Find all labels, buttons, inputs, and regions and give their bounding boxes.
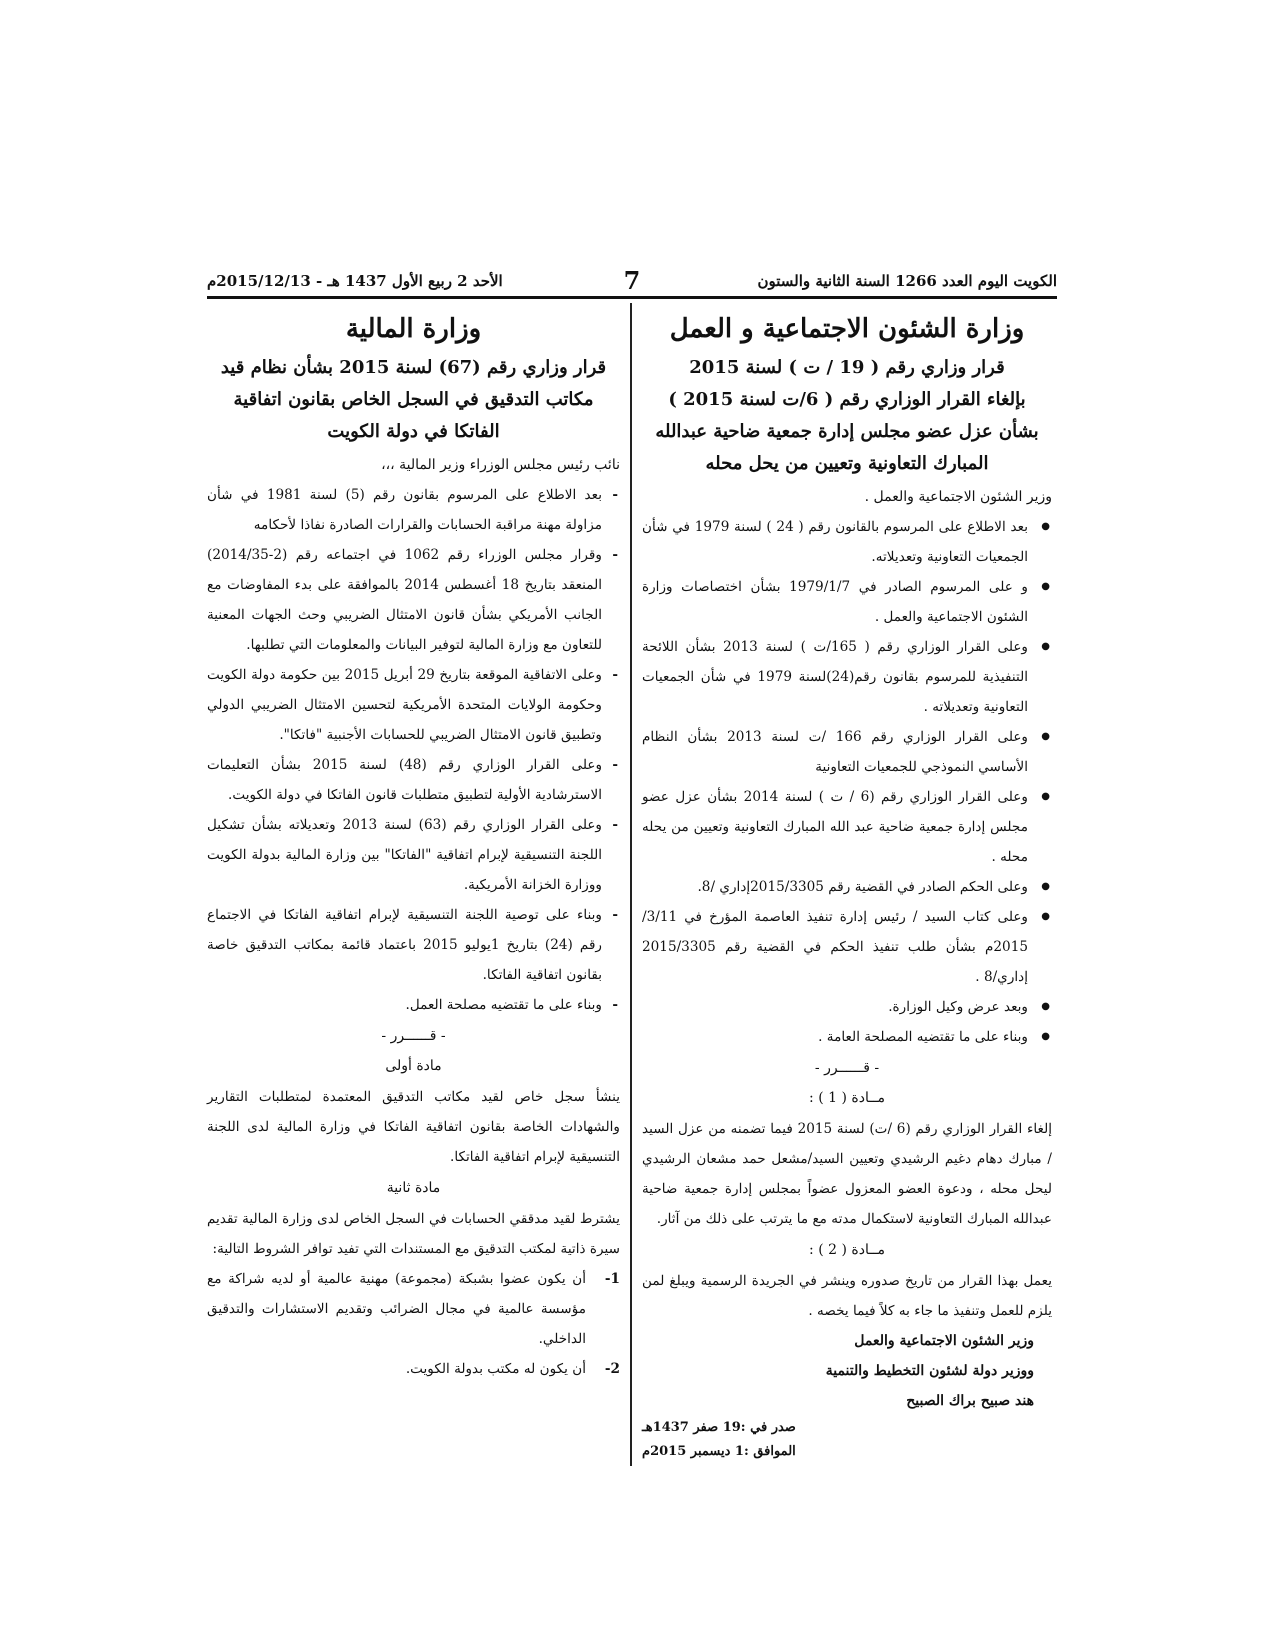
- issue-date: صدر في :19 صفر 1437هـ: [642, 1420, 796, 1435]
- header-issue: الكويت اليوم العدد 1266 السنة الثانية والستون: [757, 272, 1057, 290]
- signature-name: هند صبيح براك الصبيح: [906, 1393, 1034, 1409]
- article-text: إلغاء القرار الوزاري رقم (6 /ت) لسنة 2015 فيما تضمنه من عزل السيد / مبارك دهام دغيم الرشيدي وتعيين السيد/مشعل حمد مشعان الرشيدي ليحل محله ، ودعوة العضو المعزول عضواً بمجلس إدارة جمعية ضاحية عبدالله المبارك التعاونية لاستكمال مدته مع ما يترتب على ذلك من آثار.: [642, 1121, 1052, 1227]
- condition-number: 1-: [604, 1271, 620, 1287]
- condition-number: 2-: [604, 1361, 620, 1377]
- minister-intro: نائب رئيس مجلس الوزراء وزير المالية ،،،: [381, 457, 620, 473]
- preamble-item: ● وبناء على ما تقتضيه المصلحة العامة .: [642, 1022, 1052, 1052]
- condition-text: أن يكون عضوا بشبكة (مجموعة) مهنية عالمية أو لديه شراكة مع مؤسسة عالمية في مجال الضرائب وتقديم الاستشارات والتدقيق الداخلي.: [207, 1271, 586, 1347]
- preamble-item: - وعلى القرار الوزاري رقم (63) لسنة 2013 وتعديلاته بشأن تشكيل اللجنة التنسيقية لإبرام اتفاقية "الفاتكا" بين وزارة المالية بدولة الكويت ووزارة الخزانة الأمريكية.: [207, 810, 620, 900]
- preamble-item: - وقرار مجلس الوزراء رقم 1062 في اجتماعه رقم (2-2014/35) المنعقد بتاريخ 18 أغسطس 2014 بالموافقة على بدء المفاوضات مع الجانب الأمريكي بشأن قانون الامتثال الضريبي وحث الجهات المعنية للتعاون مع وزارة المالية لتوفير البيانات والمعلومات التي تطلبها.: [207, 540, 620, 660]
- preamble-item: ● وبعد عرض وكيل الوزارة.: [642, 992, 1052, 1022]
- article-heading: مــادة ( 2 ) :: [809, 1242, 885, 1258]
- preamble-item: ● وعلى القرار الوزاري رقم ( 165/ت ) لسنة 2013 بشأن اللائحة التنفيذية للمرسوم بقانون رقم(24)لسنة 1979 في شأن الجمعيات التعاونية وتعديلاته .: [642, 632, 1052, 722]
- corresponding-date: الموافق :1 ديسمبر 2015م: [642, 1444, 796, 1459]
- signature-line: وزير الشئون الاجتماعية والعمل: [854, 1333, 1034, 1349]
- minister-intro: وزير الشئون الاجتماعية والعمل .: [864, 489, 1052, 505]
- column-divider: [630, 303, 632, 1466]
- decision-heading: - قــــــرر -: [381, 1028, 446, 1044]
- preamble-item: ● وعلى الحكم الصادر في القضية رقم 2015/3305إداري /8.: [642, 872, 1052, 902]
- signature-line: ووزير دولة لشئون التخطيط والتنمية: [825, 1363, 1034, 1379]
- preamble-item: - وبناء على ما تقتضيه مصلحة العمل.: [207, 990, 620, 1020]
- decree-title-line: قرار وزاري رقم (67) لسنة 2015 بشأن نظام قيد: [220, 357, 607, 378]
- condition-item: [207, 1264, 620, 1354]
- preamble-item: ● و على المرسوم الصادر في 1979/1/7 بشأن اختصاصات وزارة الشئون الاجتماعية والعمل .: [642, 572, 1052, 632]
- article-text: يعمل بهذا القرار من تاريخ صدوره وينشر في الجريدة الرسمية ويبلغ لمن يلزم للعمل وتنفيذ ما جاء به كلاً فيما يخصه .: [642, 1273, 1052, 1319]
- article-text: يشترط لقيد مدققي الحسابات في السجل الخاص لدى وزارة المالية تقديم سيرة ذاتية لمكتب التدقيق مع المستندات التي تفيد توافر الشروط التالية:: [207, 1211, 620, 1257]
- social-affairs-column: [642, 302, 1052, 1464]
- header-date: الأحد 2 ربيع الأول 1437 هـ - 2015/12/13م: [207, 272, 503, 290]
- decree-title-line: قرار وزاري رقم ( 19 / ت ) لسنة 2015: [689, 357, 1005, 378]
- page-number: 7: [623, 266, 641, 295]
- article-heading: مادة ثانية: [386, 1180, 441, 1196]
- preamble-item: - وعلى الاتفاقية الموقعة بتاريخ 29 أبريل 2015 بين حكومة دولة الكويت وحكومة الولايات المتحدة الأمريكية لتحسين الامتثال الضريبي الدولي وتطبيق قانون الامتثال الضريبي للحسابات الأجنبية "فاتكا".: [207, 660, 620, 750]
- condition-text: أن يكون له مكتب بدولة الكويت.: [405, 1361, 586, 1377]
- header-rule: [207, 296, 1057, 299]
- preamble-list: [642, 512, 1052, 1052]
- preamble-item: - بعد الاطلاع على المرسوم بقانون رقم (5) لسنة 1981 في شأن مزاولة مهنة مراقبة الحسابات والقرارات الصادرة نفاذا لأحكامه: [207, 480, 620, 540]
- decree-title-line: المبارك التعاونية وتعيين من يحل محله: [705, 453, 989, 474]
- finance-column: [207, 302, 620, 1384]
- decree-title-line: مكاتب التدقيق في السجل الخاص بقانون اتفاقية: [233, 389, 594, 410]
- preamble-list: [207, 480, 620, 1020]
- article-text: ينشأ سجل خاص لقيد مكاتب التدقيق المعتمدة لمتطلبات التقارير والشهادات الخاصة بقانون اتفاقية الفاتكا في وزارة المالية لدى اللجنة التنسيقية لإبرام اتفاقية الفاتكا.: [207, 1089, 620, 1165]
- decision-heading: - قــــــرر -: [814, 1060, 880, 1076]
- article-heading: مادة أولى: [385, 1058, 442, 1074]
- decree-title-line: بشأن عزل عضو مجلس إدارة جمعية ضاحية عبدالله: [655, 421, 1039, 442]
- preamble-item: ● بعد الاطلاع على المرسوم بالقانون رقم ( 24 ) لسنة 1979 في شأن الجمعيات التعاونية وتعديلاته.: [642, 512, 1052, 572]
- condition-item: [207, 1354, 620, 1384]
- article-heading: مــادة ( 1 ) :: [809, 1090, 885, 1106]
- preamble-item: ● وعلى القرار الوزاري رقم 166 /ت لسنة 2013 بشأن النظام الأساسي النموذجي للجمعيات التعاونية: [642, 722, 1052, 782]
- preamble-item: ● وعلى القرار الوزاري رقم (6 / ت ) لسنة 2014 بشأن عزل عضو مجلس إدارة جمعية ضاحية عبد الله المبارك التعاونية وتعيين من يحله محله .: [642, 782, 1052, 872]
- ministry-heading: وزارة المالية: [345, 314, 482, 344]
- ministry-heading: وزارة الشئون الاجتماعية و العمل: [669, 314, 1025, 344]
- preamble-item: - وبناء على توصية اللجنة التنسيقية لإبرام اتفاقية الفاتكا في الاجتماع رقم (24) بتاريخ 1يوليو 2015 باعتماد قائمة بمكاتب التدقيق خاصة بقانون اتفاقية الفاتكا.: [207, 900, 620, 990]
- preamble-item: ● وعلى كتاب السيد / رئيس إدارة تنفيذ العاصمة المؤرخ في 3/11/ 2015م بشأن طلب تنفيذ الحكم في القضية رقم 2015/3305 إداري/8 .: [642, 902, 1052, 992]
- page-header: [207, 266, 1057, 294]
- decree-title-line: بإلغاء القرار الوزاري رقم ( 6/ت لسنة 2015 ): [668, 389, 1026, 410]
- decree-title-line: الفاتكا في دولة الكويت: [327, 421, 500, 442]
- preamble-item: - وعلى القرار الوزاري رقم (48) لسنة 2015 بشأن التعليمات الاسترشادية الأولية لتطبيق متطلبات قانون الفاتكا في دولة الكويت.: [207, 750, 620, 810]
